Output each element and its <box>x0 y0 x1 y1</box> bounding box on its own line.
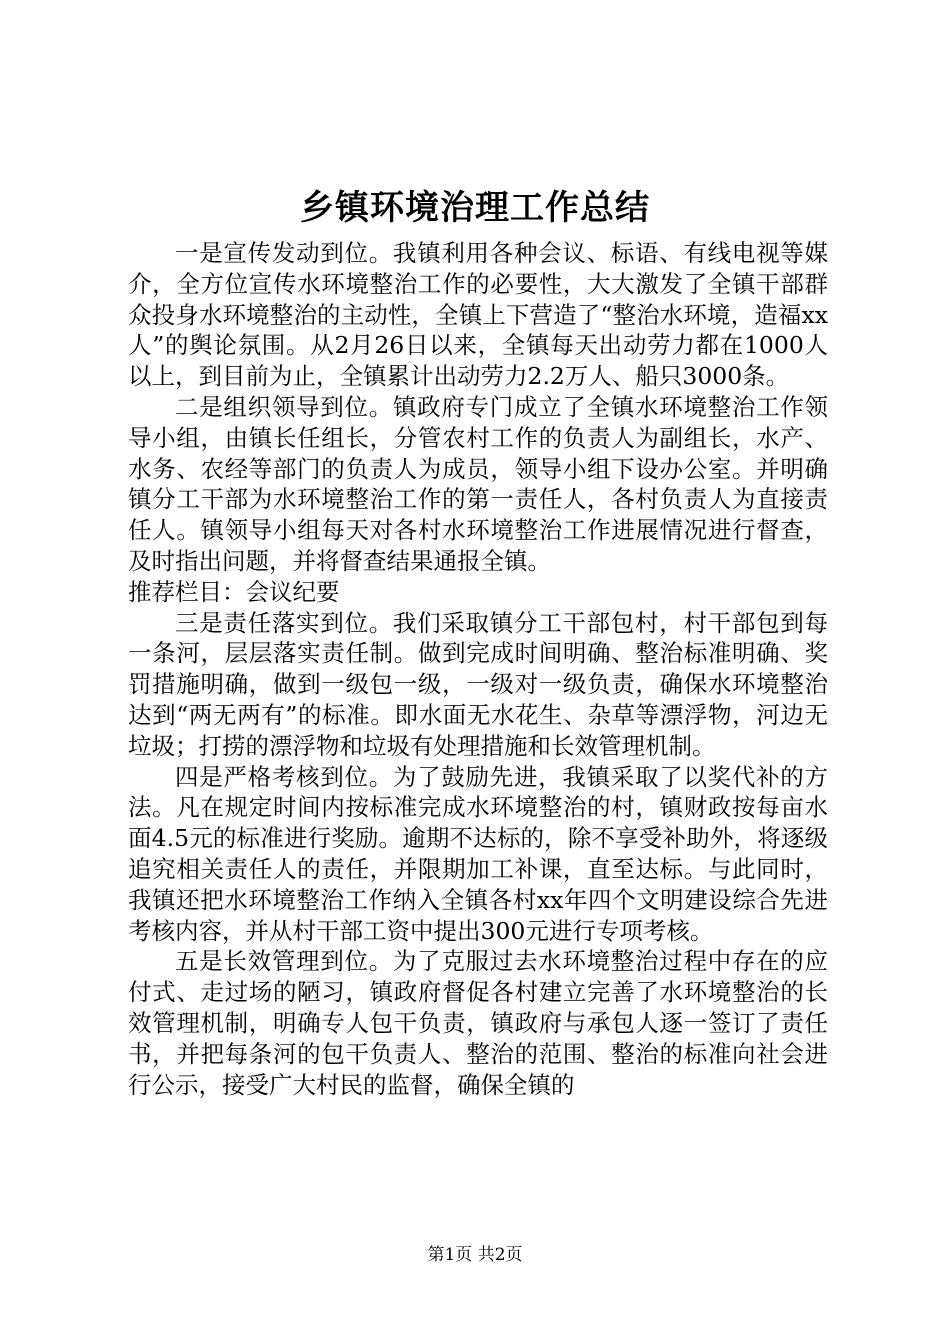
paragraph-publicity: 一是宣传发动到位。我镇利用各种会议、标语、有线电视等媒介，全方位宣传水环境整治工作的必要性，大大激发了全镇干部群众投身水环境整治的主动性，全镇上下营造了“整治水环境，造福xx人”的舆论氛围。从2月26日以来，全镇每天出动劳力都在1000人以上，到目前为止，全镇累计出动劳力2.2万人、船只3000条。 <box>128 239 828 391</box>
paragraph-responsibility: 三是责任落实到位。我们采取镇分工干部包村，村干部包到每一条河，层层落实责任制。做到完成时间明确、整治标准明确、奖罚措施明确，做到一级包一级，一级对一级负责，确保水环境整治达到“两无两有”的标准。即水面无水花生、杂草等漂浮物，河边无垃圾；打捞的漂浮物和垃圾有处理措施和长效管理机制。 <box>128 608 828 760</box>
paragraph-leadership: 二是组织领导到位。镇政府专门成立了全镇水环境整治工作领导小组，由镇长任组长，分管农村工作的负责人为副组长，水产、水务、农经等部门的负责人为成员，领导小组下设办公室。并明确镇分工干部为水环境整治工作的第一责任人，各村负责人为直接责任人。镇领导小组每天对各村水环境整治工作进展情况进行督查，及时指出问题，并将督查结果通报全镇。 <box>128 392 828 575</box>
page-number-footer: 第1页 共2页 <box>427 1245 523 1265</box>
document-body <box>128 238 828 1100</box>
paragraph-long-term-management: 五是长效管理到位。为了克服过去水环境整治过程中存在的应付式、走过场的陋习，镇政府督促各村建立完善了水环境整治的长效管理机制，明确专人包干负责，镇政府与承包人逐一签订了责任书，并把每条河的包干负责人、整治的范围、整治的标准向社会进行公示，接受广大村民的监督，确保全镇的 <box>128 947 828 1099</box>
paragraph-assessment: 四是严格考核到位。为了鼓励先进，我镇采取了以奖代补的方法。凡在规定时间内按标准完成水环境整治的村，镇财政按每亩水面4.5元的标准进行奖励。逾期不达标的，除不享受补助外，将逐级追究相关责任人的责任，并限期加工补课，直至达标。与此同时，我镇还把水环境整治工作纳入全镇各村xx年四个文明建设综合先进考核内容，并从村干部工资中提出300元进行专项考核。 <box>128 762 828 945</box>
recommended-column-link[interactable]: 推荐栏目：会议纪要 <box>128 577 340 606</box>
document-title: 乡镇环境治理工作总结 <box>300 188 650 228</box>
